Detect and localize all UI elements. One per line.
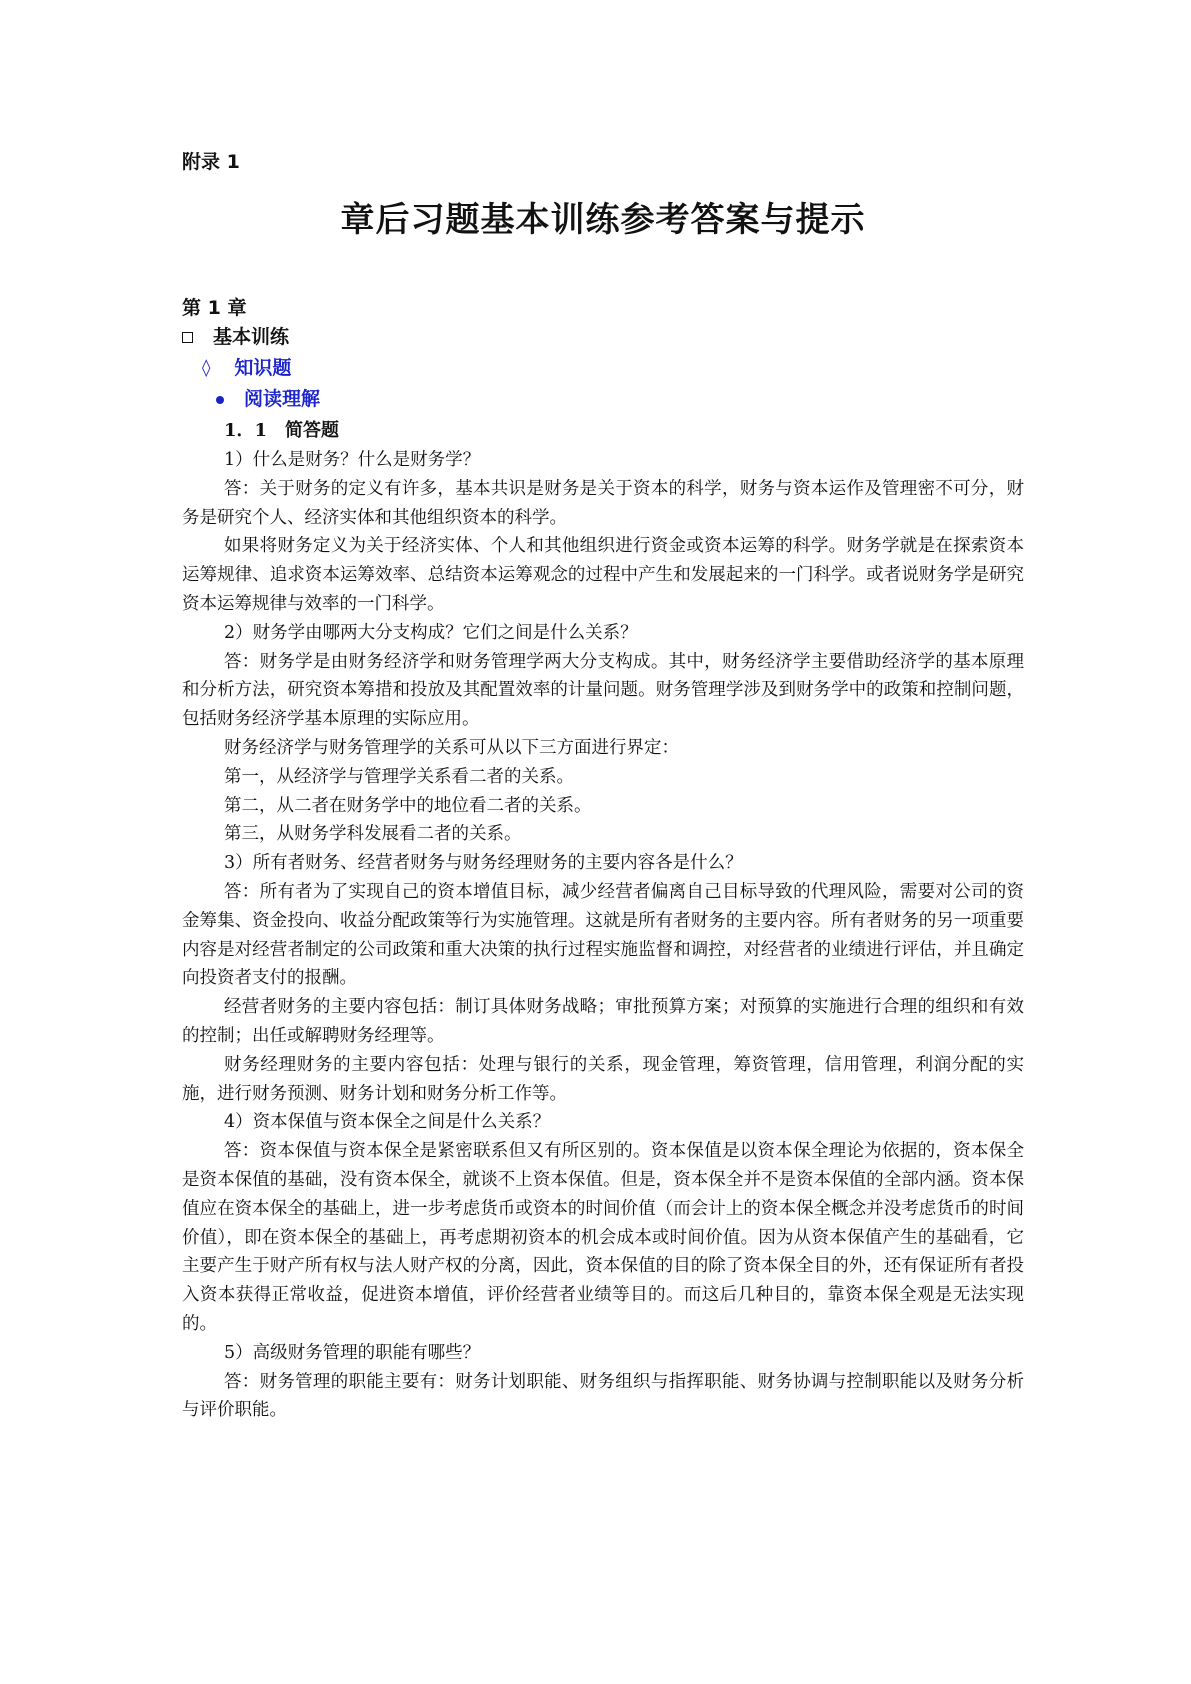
appendix-label: 附录 1 <box>182 151 240 173</box>
chapter-heading: 第 1 章 <box>182 297 247 319</box>
section-knowledge-label: 知识题 <box>234 357 292 379</box>
question-4: 4）资本保值与资本保全之间是什么关系？ <box>224 1112 551 1133</box>
answer-5-paragraph-1: 答：财务管理的职能主要有：财务计划职能、财务组织与指挥职能、财务协调与控制职能以及财务分析与评价职能。 <box>182 1371 1024 1421</box>
section-knowledge <box>202 353 1024 384</box>
section-basic-training <box>182 322 1024 353</box>
question-2: 2）财务学由哪两大分支构成？它们之间是什么关系？ <box>224 622 638 643</box>
answer-2-paragraph-1: 答：财务学是由财务经济学和财务管理学两大分支构成。其中，财务经济学主要借助经济学的基本原理和分析方法，研究资本筹措和投放及其配置效率的计量问题。财务管理学涉及到财务学中的政策和控制问题，包括财务经济学基本原理的实际应用。 <box>182 651 1024 730</box>
dot-bullet-icon <box>216 396 224 404</box>
answer-2-paragraph-4: 第二，从二者在财务学中的地位看二者的关系。 <box>224 795 592 816</box>
answer-2-paragraph-5: 第三，从财务学科发展看二者的关系。 <box>224 824 522 845</box>
answer-1-paragraph-1: 答：关于财务的定义有许多，基本共识是财务是关于资本的科学，财务与资本运作及管理密不可分，财务是研究个人、经济实体和其他组织资本的科学。 <box>182 478 1024 528</box>
answer-2-paragraph-3: 第一，从经济学与管理学关系看二者的关系。 <box>224 766 574 787</box>
section-basic-label: 基本训练 <box>213 326 290 348</box>
page-title: 章后习题基本训练参考答案与提示 <box>340 200 866 240</box>
answer-1-paragraph-2: 如果将财务定义为关于经济实体、个人和其他组织进行资金或资本运筹的科学。财务学就是在探索资本运筹规律、追求资本运筹效率、总结资本运筹观念的过程中产生和发展起来的一门科学。或者说财务学是研究资本运筹规律与效率的一门科学。 <box>182 536 1024 614</box>
answer-3-paragraph-2: 经营者财务的主要内容包括：制订具体财务战略；审批预算方案；对预算的实施进行合理的组织和有效的控制；出任或解聘财务经理等。 <box>182 997 1024 1046</box>
question-3: 3）所有者财务、经营者财务与财务经理财务的主要内容各是什么？ <box>224 853 743 874</box>
section-reading <box>216 384 1024 415</box>
answer-2-paragraph-2: 财务经济学与财务管理学的关系可从以下三方面进行界定： <box>224 737 679 758</box>
diamond-bullet-icon: ◊ <box>202 358 211 378</box>
square-bullet-icon <box>182 332 193 343</box>
answer-3-paragraph-3: 财务经理财务的主要内容包括：处理与银行的关系，现金管理，筹资管理，信用管理，利润分配的实施，进行财务预测、财务计划和财务分析工作等。 <box>182 1054 1024 1104</box>
answer-4-paragraph-1: 答：资本保值与资本保全是紧密联系但又有所区别的。资本保值是以资本保全理论为依据的，资本保全是资本保值的基础，没有资本保全，就谈不上资本保值。但是，资本保全并不是资本保值的全部内涵。资本保值应在资本保全的基础上，进一步考虑货币或资本的时间价值（而会计上的资本保全概念并没考虑货币的时间价值），即在资本保全的基础上，再考虑期初资本的机会成本或时间价值。因为从资本保值产生的基础看，它主要产生于财产所有权与法人财产权的分离，因此，资本保值的目的除了资本保全目的外，还有保证所有者投入资本获得正常收益，促进资本增值，评价经营者业绩等目的。而这后几种目的，靠资本保全观是无法实现的。 <box>182 1141 1024 1334</box>
answer-3-paragraph-1: 答：所有者为了实现自己的资本增值目标，减少经营者偏离自己目标导致的代理风险，需要对公司的资金筹集、资金投向、收益分配政策等行为实施管理。这就是所有者财务的主要内容。所有者财务的另一项重要内容是对经营者制定的公司政策和重大决策的执行过程实施监督和调控，对经营者的业绩进行评估，并且确定向投资者支付的报酬。 <box>182 881 1024 989</box>
question-5: 5）高级财务管理的职能有哪些？ <box>224 1342 481 1363</box>
question-1: 1）什么是财务？什么是财务学？ <box>224 450 481 470</box>
section-reading-label: 阅读理解 <box>244 388 321 410</box>
section-short-answer: 1．1 简答题 <box>224 420 340 441</box>
